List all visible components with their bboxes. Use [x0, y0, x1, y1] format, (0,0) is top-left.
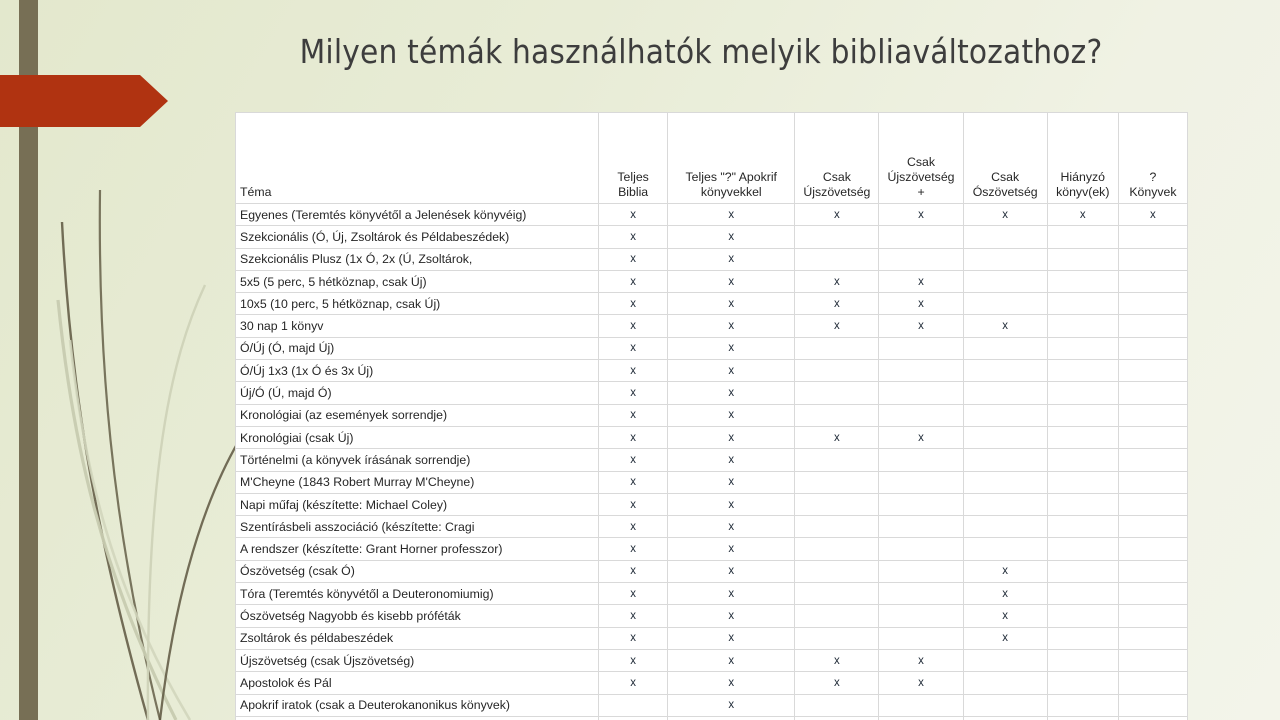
- topic-cell: 5x5 (5 perc, 5 hétköznap, csak Új): [236, 270, 599, 292]
- mark-cell-csak_ujszovetseg: x: [795, 672, 879, 694]
- mark-cell-csak_oszovetseg: [963, 360, 1047, 382]
- mark-cell-csak_ujszovetseg: [795, 382, 879, 404]
- topic-cell: Apokrif iratok (csak a Deuterokanonikus könyvek): [236, 694, 599, 716]
- mark-cell-kerdojel_konyvek: [1118, 716, 1187, 720]
- mark-cell-kerdojel_konyvek: [1118, 649, 1187, 671]
- topic-cell: Szentírásbeli asszociáció (készítette: Cragi: [236, 516, 599, 538]
- topic-cell: Ó/Új (Ó, majd Új): [236, 337, 599, 359]
- mark-cell-kerdojel_konyvek: [1118, 382, 1187, 404]
- mark-cell-teljes_biblia: x: [599, 605, 668, 627]
- topic-cell: Ó/Új 1x3 (1x Ó és 3x Új): [236, 360, 599, 382]
- topic-cell: Ószövetség (csak Ó): [236, 560, 599, 582]
- column-header-teljes_biblia: [599, 113, 668, 204]
- table-row: [236, 538, 1188, 560]
- mark-cell-csak_ujszovetseg_plus: [879, 694, 963, 716]
- column-header-line: Téma: [240, 185, 272, 199]
- mark-cell-hianyzo_konyvek: [1047, 583, 1118, 605]
- mark-cell-kerdojel_konyvek: [1118, 538, 1187, 560]
- column-header-line: Teljes "?" Apokrif: [685, 170, 777, 184]
- column-header-teljes_apokrif: [668, 113, 795, 204]
- mark-cell-hianyzo_konyvek: [1047, 627, 1118, 649]
- mark-cell-hianyzo_konyvek: [1047, 248, 1118, 270]
- table-row: [236, 293, 1188, 315]
- mark-cell-teljes_apokrif: [668, 716, 795, 720]
- column-header-line: ?: [1149, 170, 1157, 184]
- mark-cell-csak_ujszovetseg: x: [795, 270, 879, 292]
- mark-cell-hianyzo_konyvek: [1047, 560, 1118, 582]
- mark-cell-csak_ujszovetseg_plus: [879, 248, 963, 270]
- mark-cell-teljes_apokrif: x: [668, 226, 795, 248]
- mark-cell-kerdojel_konyvek: [1118, 672, 1187, 694]
- mark-cell-csak_oszovetseg: [963, 493, 1047, 515]
- mark-cell-hianyzo_konyvek: [1047, 493, 1118, 515]
- mark-cell-kerdojel_konyvek: [1118, 471, 1187, 493]
- mark-cell-kerdojel_konyvek: [1118, 426, 1187, 448]
- mark-cell-teljes_biblia: x: [599, 649, 668, 671]
- mark-cell-csak_oszovetseg: [963, 649, 1047, 671]
- table-row: [236, 716, 1188, 720]
- mark-cell-teljes_apokrif: x: [668, 293, 795, 315]
- mark-cell-hianyzo_konyvek: [1047, 337, 1118, 359]
- mark-cell-teljes_biblia: x: [599, 293, 668, 315]
- mark-cell-kerdojel_konyvek: [1118, 627, 1187, 649]
- mark-cell-csak_ujszovetseg_plus: x: [879, 426, 963, 448]
- column-header-kerdojel_konyvek: [1118, 113, 1187, 204]
- mark-cell-csak_oszovetseg: x: [963, 605, 1047, 627]
- mark-cell-csak_ujszovetseg_plus: x: [879, 270, 963, 292]
- mark-cell-hianyzo_konyvek: [1047, 360, 1118, 382]
- table-row: [236, 583, 1188, 605]
- page-title: Milyen témák használhatók melyik bibliaváltozathoz?: [299, 32, 1103, 71]
- mark-cell-csak_ujszovetseg: [795, 248, 879, 270]
- mark-cell-kerdojel_konyvek: [1118, 493, 1187, 515]
- mark-cell-csak_ujszovetseg: [795, 449, 879, 471]
- mark-cell-csak_ujszovetseg: [795, 493, 879, 515]
- mark-cell-csak_oszovetseg: [963, 226, 1047, 248]
- mark-cell-teljes_biblia: x: [599, 382, 668, 404]
- mark-cell-csak_ujszovetseg_plus: [879, 471, 963, 493]
- table-row: [236, 315, 1188, 337]
- column-header-line: Csak: [907, 155, 936, 169]
- mark-cell-teljes_biblia: x: [599, 248, 668, 270]
- topic-cell: Napi műfaj (készítette: Michael Coley): [236, 493, 599, 515]
- mark-cell-teljes_apokrif: x: [668, 204, 795, 226]
- mark-cell-teljes_apokrif: x: [668, 337, 795, 359]
- column-header-tema: [236, 113, 599, 204]
- mark-cell-teljes_biblia: x: [599, 627, 668, 649]
- mark-cell-csak_ujszovetseg_plus: [879, 493, 963, 515]
- mark-cell-teljes_apokrif: x: [668, 360, 795, 382]
- mark-cell-teljes_apokrif: x: [668, 382, 795, 404]
- mark-cell-hianyzo_konyvek: [1047, 315, 1118, 337]
- mark-cell-teljes_biblia: x: [599, 226, 668, 248]
- mark-cell-csak_oszovetseg: x: [963, 627, 1047, 649]
- mark-cell-kerdojel_konyvek: [1118, 293, 1187, 315]
- mark-cell-csak_ujszovetseg: [795, 627, 879, 649]
- mark-cell-csak_ujszovetseg: [795, 560, 879, 582]
- topic-cell: Történelmi (a könyvek írásának sorrendje): [236, 449, 599, 471]
- table-row: [236, 649, 1188, 671]
- mark-cell-csak_oszovetseg: [963, 293, 1047, 315]
- mark-cell-csak_ujszovetseg: [795, 471, 879, 493]
- mark-cell-hianyzo_konyvek: x: [1047, 204, 1118, 226]
- topics-table: [236, 113, 1188, 720]
- mark-cell-teljes_biblia: x: [599, 583, 668, 605]
- column-header-csak_ujszovetseg: [795, 113, 879, 204]
- mark-cell-csak_ujszovetseg: [795, 516, 879, 538]
- mark-cell-csak_ujszovetseg: [795, 605, 879, 627]
- mark-cell-kerdojel_konyvek: [1118, 248, 1187, 270]
- mark-cell-teljes_biblia: x: [599, 270, 668, 292]
- table-row: [236, 226, 1188, 248]
- mark-cell-teljes_biblia: x: [599, 360, 668, 382]
- mark-cell-teljes_apokrif: x: [668, 404, 795, 426]
- mark-cell-csak_ujszovetseg_plus: [879, 583, 963, 605]
- column-header-line: Csak: [991, 170, 1020, 184]
- mark-cell-teljes_apokrif: x: [668, 560, 795, 582]
- mark-cell-csak_ujszovetseg_plus: x: [879, 649, 963, 671]
- mark-cell-teljes_biblia: x: [599, 404, 668, 426]
- mark-cell-teljes_apokrif: x: [668, 315, 795, 337]
- mark-cell-csak_oszovetseg: [963, 471, 1047, 493]
- mark-cell-hianyzo_konyvek: [1047, 538, 1118, 560]
- mark-cell-csak_ujszovetseg_plus: x: [879, 204, 963, 226]
- column-header-line: Teljes: [617, 170, 649, 184]
- mark-cell-csak_ujszovetseg: [795, 337, 879, 359]
- topics-table-container: [235, 112, 1188, 720]
- mark-cell-csak_ujszovetseg: [795, 694, 879, 716]
- column-header-csak_ujszovetseg_plus: [879, 113, 963, 204]
- table-row: [236, 204, 1188, 226]
- mark-cell-csak_oszovetseg: [963, 672, 1047, 694]
- mark-cell-csak_ujszovetseg: [795, 583, 879, 605]
- mark-cell-csak_ujszovetseg_plus: [879, 605, 963, 627]
- topic-cell: Kronológiai (csak Új): [236, 426, 599, 448]
- mark-cell-csak_ujszovetseg: x: [795, 426, 879, 448]
- mark-cell-csak_ujszovetseg_plus: [879, 538, 963, 560]
- column-header-line: Újszövetség: [887, 170, 955, 184]
- table-row: [236, 471, 1188, 493]
- mark-cell-kerdojel_konyvek: [1118, 516, 1187, 538]
- topic-cell: Zsoltárok és példabeszédek: [236, 627, 599, 649]
- mark-cell-csak_ujszovetseg: [795, 716, 879, 720]
- mark-cell-teljes_apokrif: x: [668, 627, 795, 649]
- table-header-row: [236, 113, 1188, 204]
- column-header-line: Ószövetség: [972, 185, 1038, 199]
- mark-cell-teljes_apokrif: x: [668, 248, 795, 270]
- topic-cell: Tóra (Teremtés könyvétől a Deuteronomiumig): [236, 583, 599, 605]
- mark-cell-csak_ujszovetseg: [795, 404, 879, 426]
- topic-cell: Apostolok és Pál: [236, 672, 599, 694]
- mark-cell-kerdojel_konyvek: [1118, 270, 1187, 292]
- mark-cell-hianyzo_konyvek: [1047, 694, 1118, 716]
- column-header-line: Hiányzó: [1060, 170, 1105, 184]
- mark-cell-csak_ujszovetseg: [795, 226, 879, 248]
- table-row: [236, 493, 1188, 515]
- mark-cell-csak_ujszovetseg_plus: x: [879, 672, 963, 694]
- mark-cell-csak_oszovetseg: [963, 716, 1047, 720]
- mark-cell-teljes_biblia: x: [599, 493, 668, 515]
- mark-cell-teljes_biblia: x: [599, 426, 668, 448]
- mark-cell-hianyzo_konyvek: [1047, 449, 1118, 471]
- mark-cell-teljes_biblia: [599, 716, 668, 720]
- topic-cell: Egyenes (Teremtés könyvétől a Jelenések könyvéig): [236, 204, 599, 226]
- mark-cell-csak_oszovetseg: [963, 248, 1047, 270]
- mark-cell-kerdojel_konyvek: [1118, 337, 1187, 359]
- table-row: [236, 560, 1188, 582]
- mark-cell-teljes_biblia: x: [599, 538, 668, 560]
- table-row: [236, 672, 1188, 694]
- mark-cell-kerdojel_konyvek: [1118, 694, 1187, 716]
- mark-cell-hianyzo_konyvek: [1047, 605, 1118, 627]
- table-row: [236, 337, 1188, 359]
- mark-cell-teljes_biblia: x: [599, 337, 668, 359]
- table-row: [236, 426, 1188, 448]
- mark-cell-hianyzo_konyvek: [1047, 516, 1118, 538]
- mark-cell-csak_ujszovetseg: x: [795, 293, 879, 315]
- table-row: [236, 404, 1188, 426]
- mark-cell-csak_oszovetseg: [963, 426, 1047, 448]
- table-row: [236, 270, 1188, 292]
- mark-cell-teljes_apokrif: x: [668, 493, 795, 515]
- column-header-line: Csak: [822, 170, 851, 184]
- mark-cell-csak_ujszovetseg_plus: x: [879, 293, 963, 315]
- mark-cell-csak_ujszovetseg_plus: [879, 226, 963, 248]
- table-row: [236, 382, 1188, 404]
- mark-cell-csak_oszovetseg: x: [963, 583, 1047, 605]
- topic-cell: A rendszer (készítette: Grant Horner professzor): [236, 538, 599, 560]
- mark-cell-hianyzo_konyvek: [1047, 293, 1118, 315]
- mark-cell-kerdojel_konyvek: [1118, 449, 1187, 471]
- mark-cell-teljes_biblia: [599, 694, 668, 716]
- topic-cell: Újszövetség (csak Újszövetség): [236, 649, 599, 671]
- mark-cell-kerdojel_konyvek: [1118, 583, 1187, 605]
- column-header-line: Biblia: [618, 185, 649, 199]
- mark-cell-teljes_biblia: x: [599, 449, 668, 471]
- mark-cell-hianyzo_konyvek: [1047, 226, 1118, 248]
- mark-cell-teljes_biblia: x: [599, 672, 668, 694]
- mark-cell-kerdojel_konyvek: [1118, 605, 1187, 627]
- mark-cell-teljes_apokrif: x: [668, 270, 795, 292]
- mark-cell-csak_ujszovetseg: [795, 538, 879, 560]
- column-header-line: könyvekkel: [700, 185, 762, 199]
- column-header-line: Könyvek: [1129, 185, 1177, 199]
- column-header-line: +: [917, 185, 925, 199]
- mark-cell-csak_oszovetseg: x: [963, 315, 1047, 337]
- accent-arrow-banner: [0, 75, 168, 127]
- mark-cell-csak_oszovetseg: [963, 694, 1047, 716]
- topic-cell: Szekcionális Plusz (1x Ó, 2x (Ú, Zsoltárok,: [236, 248, 599, 270]
- topic-cell: M'Cheyne (1843 Robert Murray M'Cheyne): [236, 471, 599, 493]
- mark-cell-teljes_apokrif: x: [668, 516, 795, 538]
- mark-cell-kerdojel_konyvek: [1118, 360, 1187, 382]
- mark-cell-teljes_biblia: x: [599, 516, 668, 538]
- table-row: [236, 248, 1188, 270]
- mark-cell-hianyzo_konyvek: [1047, 649, 1118, 671]
- mark-cell-csak_oszovetseg: [963, 449, 1047, 471]
- mark-cell-hianyzo_konyvek: [1047, 716, 1118, 720]
- table-row: [236, 360, 1188, 382]
- mark-cell-teljes_apokrif: x: [668, 583, 795, 605]
- mark-cell-hianyzo_konyvek: [1047, 426, 1118, 448]
- mark-cell-teljes_apokrif: x: [668, 672, 795, 694]
- mark-cell-kerdojel_konyvek: [1118, 226, 1187, 248]
- mark-cell-teljes_apokrif: x: [668, 694, 795, 716]
- mark-cell-csak_ujszovetseg: x: [795, 315, 879, 337]
- mark-cell-csak_oszovetseg: [963, 404, 1047, 426]
- table-row: [236, 449, 1188, 471]
- mark-cell-csak_oszovetseg: [963, 270, 1047, 292]
- mark-cell-csak_oszovetseg: [963, 538, 1047, 560]
- mark-cell-teljes_apokrif: x: [668, 605, 795, 627]
- mark-cell-csak_ujszovetseg_plus: [879, 716, 963, 720]
- column-header-hianyzo_konyvek: [1047, 113, 1118, 204]
- mark-cell-kerdojel_konyvek: [1118, 560, 1187, 582]
- mark-cell-hianyzo_konyvek: [1047, 672, 1118, 694]
- table-row: [236, 605, 1188, 627]
- mark-cell-kerdojel_konyvek: x: [1118, 204, 1187, 226]
- mark-cell-csak_ujszovetseg: x: [795, 204, 879, 226]
- mark-cell-teljes_biblia: x: [599, 560, 668, 582]
- mark-cell-csak_oszovetseg: [963, 516, 1047, 538]
- mark-cell-teljes_biblia: x: [599, 471, 668, 493]
- mark-cell-csak_ujszovetseg: [795, 360, 879, 382]
- mark-cell-teljes_apokrif: x: [668, 449, 795, 471]
- table-row: [236, 516, 1188, 538]
- topic-cell: 10x5 (10 perc, 5 hétköznap, csak Új): [236, 293, 599, 315]
- mark-cell-csak_ujszovetseg_plus: x: [879, 315, 963, 337]
- mark-cell-csak_oszovetseg: [963, 382, 1047, 404]
- topic-cell: Kronológiai (az események sorrendje): [236, 404, 599, 426]
- mark-cell-csak_ujszovetseg: x: [795, 649, 879, 671]
- mark-cell-csak_ujszovetseg_plus: [879, 337, 963, 359]
- mark-cell-csak_ujszovetseg_plus: [879, 560, 963, 582]
- topic-cell: [236, 716, 599, 720]
- mark-cell-teljes_apokrif: x: [668, 538, 795, 560]
- mark-cell-csak_oszovetseg: x: [963, 560, 1047, 582]
- mark-cell-csak_oszovetseg: x: [963, 204, 1047, 226]
- topic-cell: Ószövetség Nagyobb és kisebb próféták: [236, 605, 599, 627]
- mark-cell-teljes_biblia: x: [599, 204, 668, 226]
- column-header-line: Újszövetség: [803, 185, 871, 199]
- mark-cell-csak_ujszovetseg_plus: [879, 449, 963, 471]
- mark-cell-csak_ujszovetseg_plus: [879, 382, 963, 404]
- topic-cell: 30 nap 1 könyv: [236, 315, 599, 337]
- column-header-line: könyv(ek): [1056, 185, 1110, 199]
- mark-cell-hianyzo_konyvek: [1047, 382, 1118, 404]
- mark-cell-teljes_biblia: x: [599, 315, 668, 337]
- mark-cell-kerdojel_konyvek: [1118, 404, 1187, 426]
- topic-cell: Új/Ó (Ú, majd Ó): [236, 382, 599, 404]
- mark-cell-hianyzo_konyvek: [1047, 270, 1118, 292]
- mark-cell-teljes_apokrif: x: [668, 471, 795, 493]
- mark-cell-csak_ujszovetseg_plus: [879, 404, 963, 426]
- mark-cell-csak_oszovetseg: [963, 337, 1047, 359]
- mark-cell-csak_ujszovetseg_plus: [879, 627, 963, 649]
- mark-cell-csak_ujszovetseg_plus: [879, 516, 963, 538]
- table-row: [236, 627, 1188, 649]
- mark-cell-csak_ujszovetseg_plus: [879, 360, 963, 382]
- mark-cell-hianyzo_konyvek: [1047, 471, 1118, 493]
- mark-cell-teljes_apokrif: x: [668, 426, 795, 448]
- mark-cell-hianyzo_konyvek: [1047, 404, 1118, 426]
- mark-cell-teljes_apokrif: x: [668, 649, 795, 671]
- topic-cell: Szekcionális (Ó, Új, Zsoltárok és Példabeszédek): [236, 226, 599, 248]
- column-header-csak_oszovetseg: [963, 113, 1047, 204]
- table-row: [236, 694, 1188, 716]
- mark-cell-kerdojel_konyvek: [1118, 315, 1187, 337]
